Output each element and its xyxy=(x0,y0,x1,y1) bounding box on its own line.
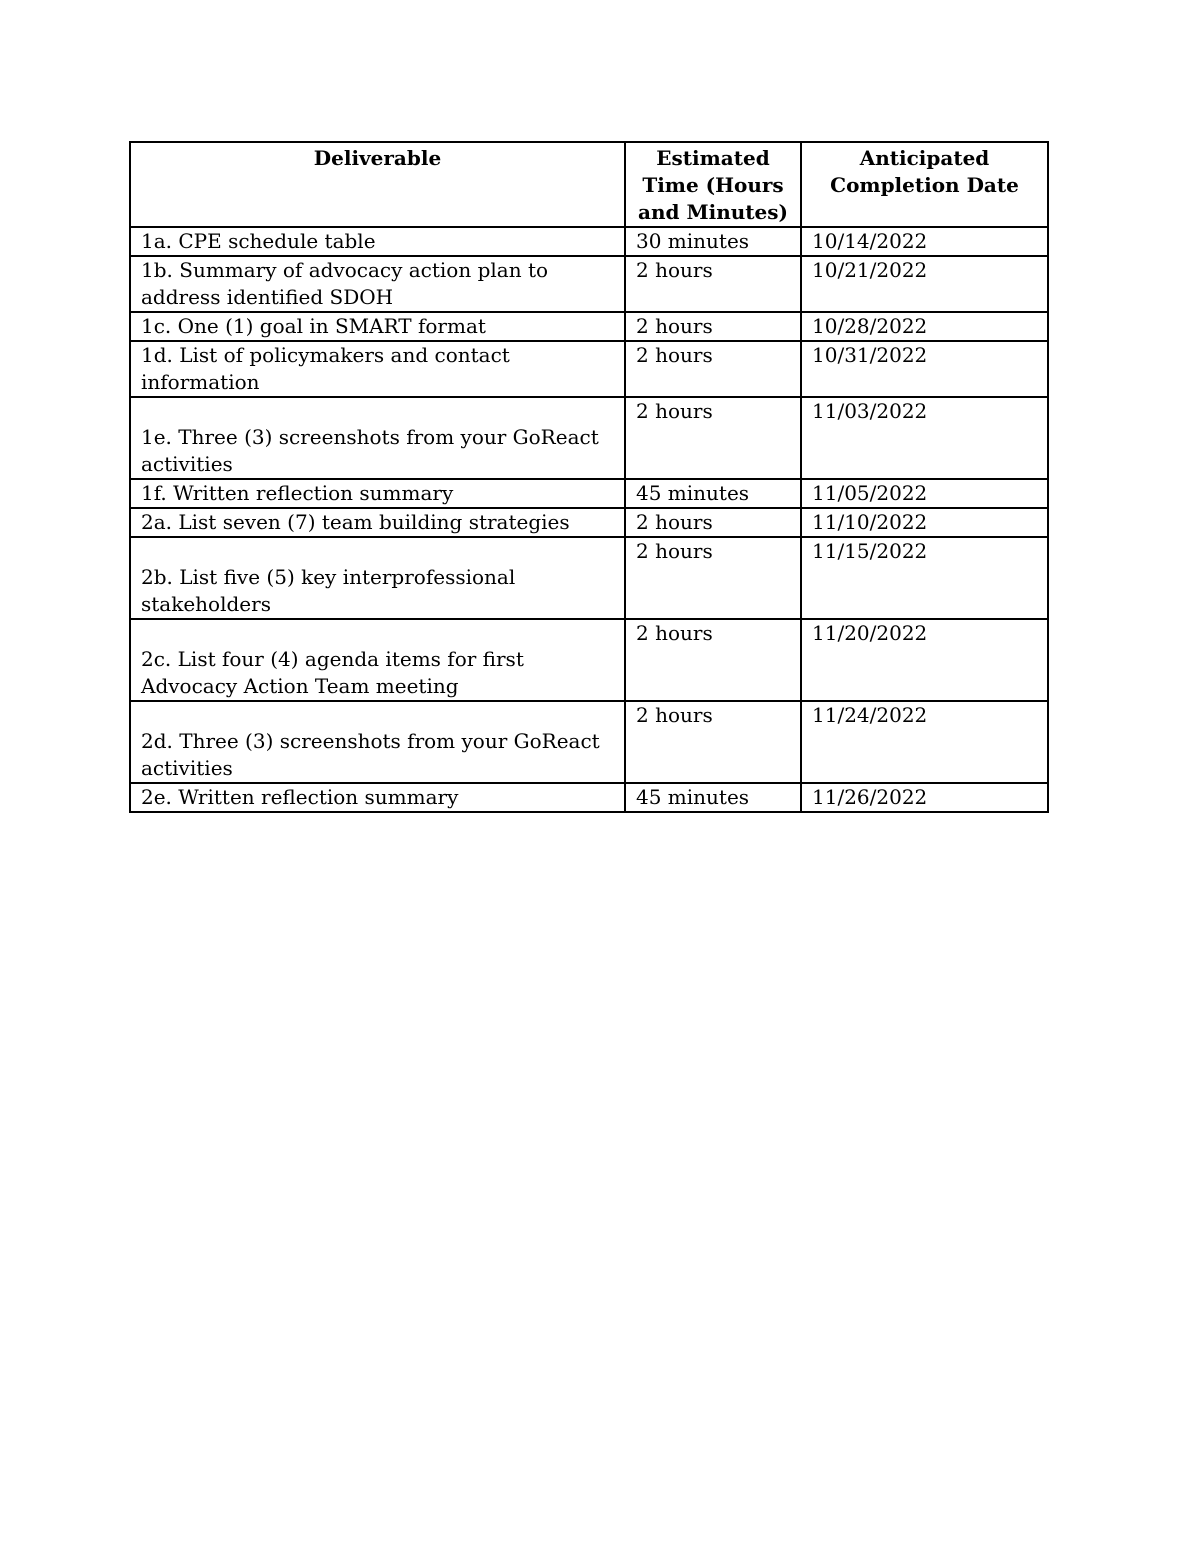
deliverable-cell: 1e. Three (3) screenshots from your GoReact activities xyxy=(130,397,625,479)
deliverable-cell: 2e. Written reflection summary xyxy=(130,783,625,812)
table-row xyxy=(130,701,1048,783)
time-cell: 2 hours xyxy=(625,341,801,397)
header-deliverable: Deliverable xyxy=(130,142,625,227)
table-row xyxy=(130,397,1048,479)
time-cell: 2 hours xyxy=(625,701,801,783)
table-row xyxy=(130,783,1048,812)
time-cell: 2 hours xyxy=(625,537,801,619)
header-completion-date: Anticipated Completion Date xyxy=(801,142,1048,227)
date-cell: 11/10/2022 xyxy=(801,508,1048,537)
table-row xyxy=(130,508,1048,537)
deliverable-cell: 1c. One (1) goal in SMART format xyxy=(130,312,625,341)
date-cell: 11/20/2022 xyxy=(801,619,1048,701)
deliverable-cell: 1a. CPE schedule table xyxy=(130,227,625,256)
time-cell: 2 hours xyxy=(625,508,801,537)
table-row xyxy=(130,537,1048,619)
date-cell: 10/21/2022 xyxy=(801,256,1048,312)
deliverable-cell: 1d. List of policymakers and contact information xyxy=(130,341,625,397)
time-cell: 45 minutes xyxy=(625,783,801,812)
time-cell: 30 minutes xyxy=(625,227,801,256)
deliverable-cell: 2b. List five (5) key interprofessional stakeholders xyxy=(130,537,625,619)
time-cell: 2 hours xyxy=(625,256,801,312)
time-cell: 45 minutes xyxy=(625,479,801,508)
table-header-row xyxy=(130,142,1048,227)
date-cell: 10/14/2022 xyxy=(801,227,1048,256)
deliverable-cell: 1b. Summary of advocacy action plan to address identified SDOH xyxy=(130,256,625,312)
time-cell: 2 hours xyxy=(625,397,801,479)
date-cell: 10/28/2022 xyxy=(801,312,1048,341)
date-cell: 11/26/2022 xyxy=(801,783,1048,812)
date-cell: 10/31/2022 xyxy=(801,341,1048,397)
table-row xyxy=(130,479,1048,508)
deliverable-cell: 2c. List four (4) agenda items for first Advocacy Action Team meeting xyxy=(130,619,625,701)
date-cell: 11/24/2022 xyxy=(801,701,1048,783)
table-row xyxy=(130,256,1048,312)
header-estimated-time: Estimated Time (Hours and Minutes) xyxy=(625,142,801,227)
time-cell: 2 hours xyxy=(625,619,801,701)
table-row xyxy=(130,227,1048,256)
time-cell: 2 hours xyxy=(625,312,801,341)
deliverable-cell: 2d. Three (3) screenshots from your GoReact activities xyxy=(130,701,625,783)
date-cell: 11/05/2022 xyxy=(801,479,1048,508)
table-row xyxy=(130,312,1048,341)
date-cell: 11/15/2022 xyxy=(801,537,1048,619)
table-row xyxy=(130,619,1048,701)
deliverable-cell: 2a. List seven (7) team building strategies xyxy=(130,508,625,537)
deliverables-table xyxy=(129,141,1049,813)
deliverable-cell: 1f. Written reflection summary xyxy=(130,479,625,508)
date-cell: 11/03/2022 xyxy=(801,397,1048,479)
table-row xyxy=(130,341,1048,397)
